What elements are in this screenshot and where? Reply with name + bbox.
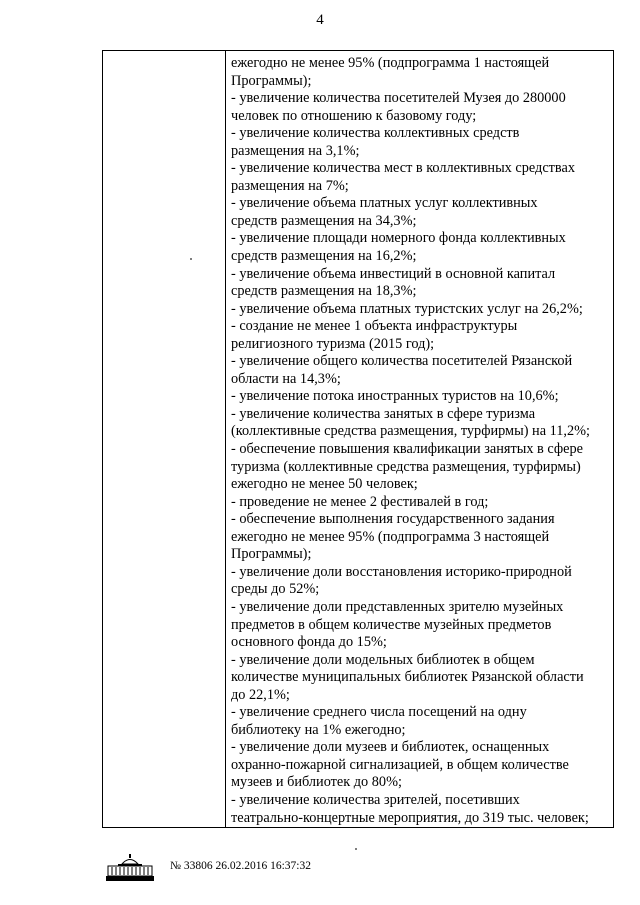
text-line: ежегодно не менее 95% (подпрограмма 3 настоящей <box>231 528 550 545</box>
text-line: средств размещения на 16,2%; <box>231 248 417 265</box>
text-line: размещения на 3,1%; <box>231 142 360 159</box>
text-line: (коллективные средства размещения, турфирмы) на 11,2%; <box>231 423 590 440</box>
text-line: - обеспечение выполнения государственного задания <box>231 511 555 528</box>
text-line: средств размещения на 18,3%; <box>231 283 417 300</box>
text-line: - увеличение количества коллективных средств <box>231 125 520 142</box>
text-line: основного фонда до 15%; <box>231 634 387 651</box>
text-line: туризма (коллективные средства размещения, турфирмы) <box>231 458 581 475</box>
text-line: до 22,1%; <box>231 686 290 703</box>
text-line: средств размещения на 34,3%; <box>231 212 417 229</box>
text-line: - обеспечение повышения квалификации занятых в сфере <box>231 441 584 458</box>
text-line: - увеличение доли представленных зрителю музейных <box>231 598 564 615</box>
page-number: 4 <box>316 12 324 28</box>
scan-dot <box>355 848 357 850</box>
text-line: - создание не менее 1 объекта инфраструктуры <box>231 318 518 335</box>
text-line: - увеличение потока иностранных туристов на 10,6%; <box>231 388 559 405</box>
text-line: - увеличение доли музеев и библиотек, оснащенных <box>231 739 550 756</box>
text-line: ежегодно не менее 95% (подпрограмма 1 настоящей <box>231 55 550 71</box>
program-table <box>102 50 614 828</box>
table-left-cell <box>103 51 226 827</box>
text-line: предметов в общем количестве музейных предметов <box>231 616 552 633</box>
text-line: - увеличение общего количества посетителей Рязанской <box>231 353 573 370</box>
text-line: Программы); <box>231 546 312 563</box>
text-line: - увеличение количества зрителей, посетивших <box>231 791 520 808</box>
text-line: области на 14,3%; <box>231 370 341 387</box>
text-line: - увеличение среднего числа посещений на одну <box>231 704 527 721</box>
text-line: - увеличение объема платных туристских услуг на 26,2%; <box>231 300 583 317</box>
text-line: театрально-концертные мероприятия, до 319 тыс. человек; <box>231 809 589 826</box>
text-line: музеев и библиотек до 80%; <box>231 774 402 791</box>
text-line: - увеличение доли восстановления историко-природной <box>231 563 572 580</box>
text-line: - увеличение количества занятых в сфере туризма <box>231 405 536 422</box>
text-line: размещения на 7%; <box>231 177 349 194</box>
text-line: охранно-пожарной сигнализацией, в общем количестве <box>231 756 569 773</box>
text-line: библиотеку на 1% ежегодно; <box>231 721 406 738</box>
text-line: - увеличение доли модельных библиотек в общем <box>231 651 535 668</box>
table-right-cell <box>227 51 613 827</box>
text-line: количестве муниципальных библиотек Рязанской области <box>231 669 584 686</box>
text-line: ежегодно не менее 50 человек; <box>231 476 418 493</box>
text-line: - увеличение количества посетителей Музея до 280000 <box>231 90 566 107</box>
text-line: Программы); <box>231 72 312 89</box>
text-line: религиозного туризма (2015 год); <box>231 335 435 352</box>
text-line: - увеличение площади номерного фонда коллективных <box>231 230 566 247</box>
text-line: человек по отношению к базовому году; <box>231 107 477 124</box>
footer <box>100 852 400 882</box>
text-line: среды до 52%; <box>231 581 320 598</box>
scan-dot <box>190 258 192 260</box>
government-building-logo-icon <box>100 852 160 882</box>
text-line: - увеличение объема платных услуг коллективных <box>231 195 538 212</box>
text-line: - проведение не менее 2 фестивалей в год; <box>231 493 489 510</box>
text-line: - увеличение количества мест в коллективных средствах <box>231 160 575 177</box>
document-stamp: № 33806 26.02.2016 16:37:32 <box>170 860 311 872</box>
text-line: - увеличение объема инвестиций в основной капитал <box>231 265 556 282</box>
